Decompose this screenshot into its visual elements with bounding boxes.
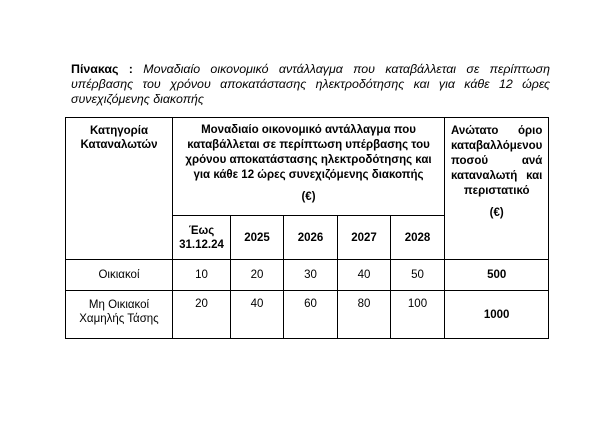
value-cell: 40 xyxy=(231,291,284,339)
year-cell xyxy=(231,216,284,260)
value-cell: 10 xyxy=(173,260,231,291)
table-caption xyxy=(71,62,550,107)
header-main-line: για κάθε 12 ώρες συνεχιζόμενης διακοπής xyxy=(193,169,424,181)
header-max-amount xyxy=(445,118,549,260)
value-cell: 60 xyxy=(284,291,338,339)
category-cell xyxy=(66,291,173,339)
year-cell xyxy=(173,216,231,260)
header-max-word: περιστατικό xyxy=(463,185,530,197)
category-label: Μη Οικιακοί xyxy=(88,299,150,311)
value-cell: 100 xyxy=(391,291,445,339)
year-label: 31.12.24 xyxy=(179,238,224,251)
caption-label: Πίνακας : xyxy=(71,62,133,76)
header-max-unit: (€) xyxy=(489,207,504,219)
year-cell xyxy=(391,216,445,260)
table-header-row xyxy=(66,118,549,216)
year-label: 2028 xyxy=(404,231,431,244)
table-row xyxy=(66,260,549,291)
value-cell: 20 xyxy=(231,260,284,291)
max-amount-cell: 1000 xyxy=(445,291,549,339)
category-label: Οικιακοί xyxy=(98,269,140,281)
header-main-unit: (€) xyxy=(301,191,316,203)
caption-text: Μοναδιαίο οικονομικό αντάλλαγμα που καταβάλλεται σε περίπτωση υπέρβασης του χρόνου αποκατάστασης ηλεκτροδότησης και για κάθε 12 ώρες συνεχιζόμενης διακοπής xyxy=(71,62,550,106)
year-label: 2025 xyxy=(244,231,270,244)
value-cell: 40 xyxy=(338,260,391,291)
value-cell: 50 xyxy=(391,260,445,291)
header-unit-compensation xyxy=(173,118,445,216)
table-row xyxy=(66,291,549,339)
year-cell xyxy=(338,216,391,260)
year-label: 2027 xyxy=(351,231,377,244)
year-cell xyxy=(284,216,338,260)
category-label: Χαμηλής Τάσης xyxy=(79,313,159,325)
header-max-word: καταναλωτή xyxy=(451,170,518,182)
header-category-line: Καταναλωτών xyxy=(80,139,158,151)
header-main-line: Μοναδιαίο οικονομικό αντάλλαγμα που xyxy=(201,124,416,136)
header-category xyxy=(66,118,173,260)
header-max-word: όριο xyxy=(518,125,543,137)
header-main-line: χρόνου αποκατάστασης ηλεκτροδότησης και xyxy=(185,154,432,166)
max-amount-cell: 500 xyxy=(445,260,549,291)
header-main-line: καταβάλλεται σε περίπτωση υπέρβασης του xyxy=(187,139,430,151)
year-label: 2026 xyxy=(297,231,324,244)
header-max-word: ποσού xyxy=(451,155,489,167)
value-cell: 30 xyxy=(284,260,338,291)
header-max-word: καταβαλλόμενου xyxy=(451,140,543,152)
value-cell: 80 xyxy=(338,291,391,339)
header-category-line: Κατηγορία xyxy=(89,125,149,137)
header-max-word: Ανώτατο xyxy=(451,125,499,137)
header-max-word: ανά xyxy=(521,155,543,167)
value-cell: 20 xyxy=(173,291,231,339)
category-cell xyxy=(66,260,173,291)
compensation-table xyxy=(65,117,549,339)
header-max-word: και xyxy=(526,170,543,182)
year-label: Έως xyxy=(188,224,215,237)
